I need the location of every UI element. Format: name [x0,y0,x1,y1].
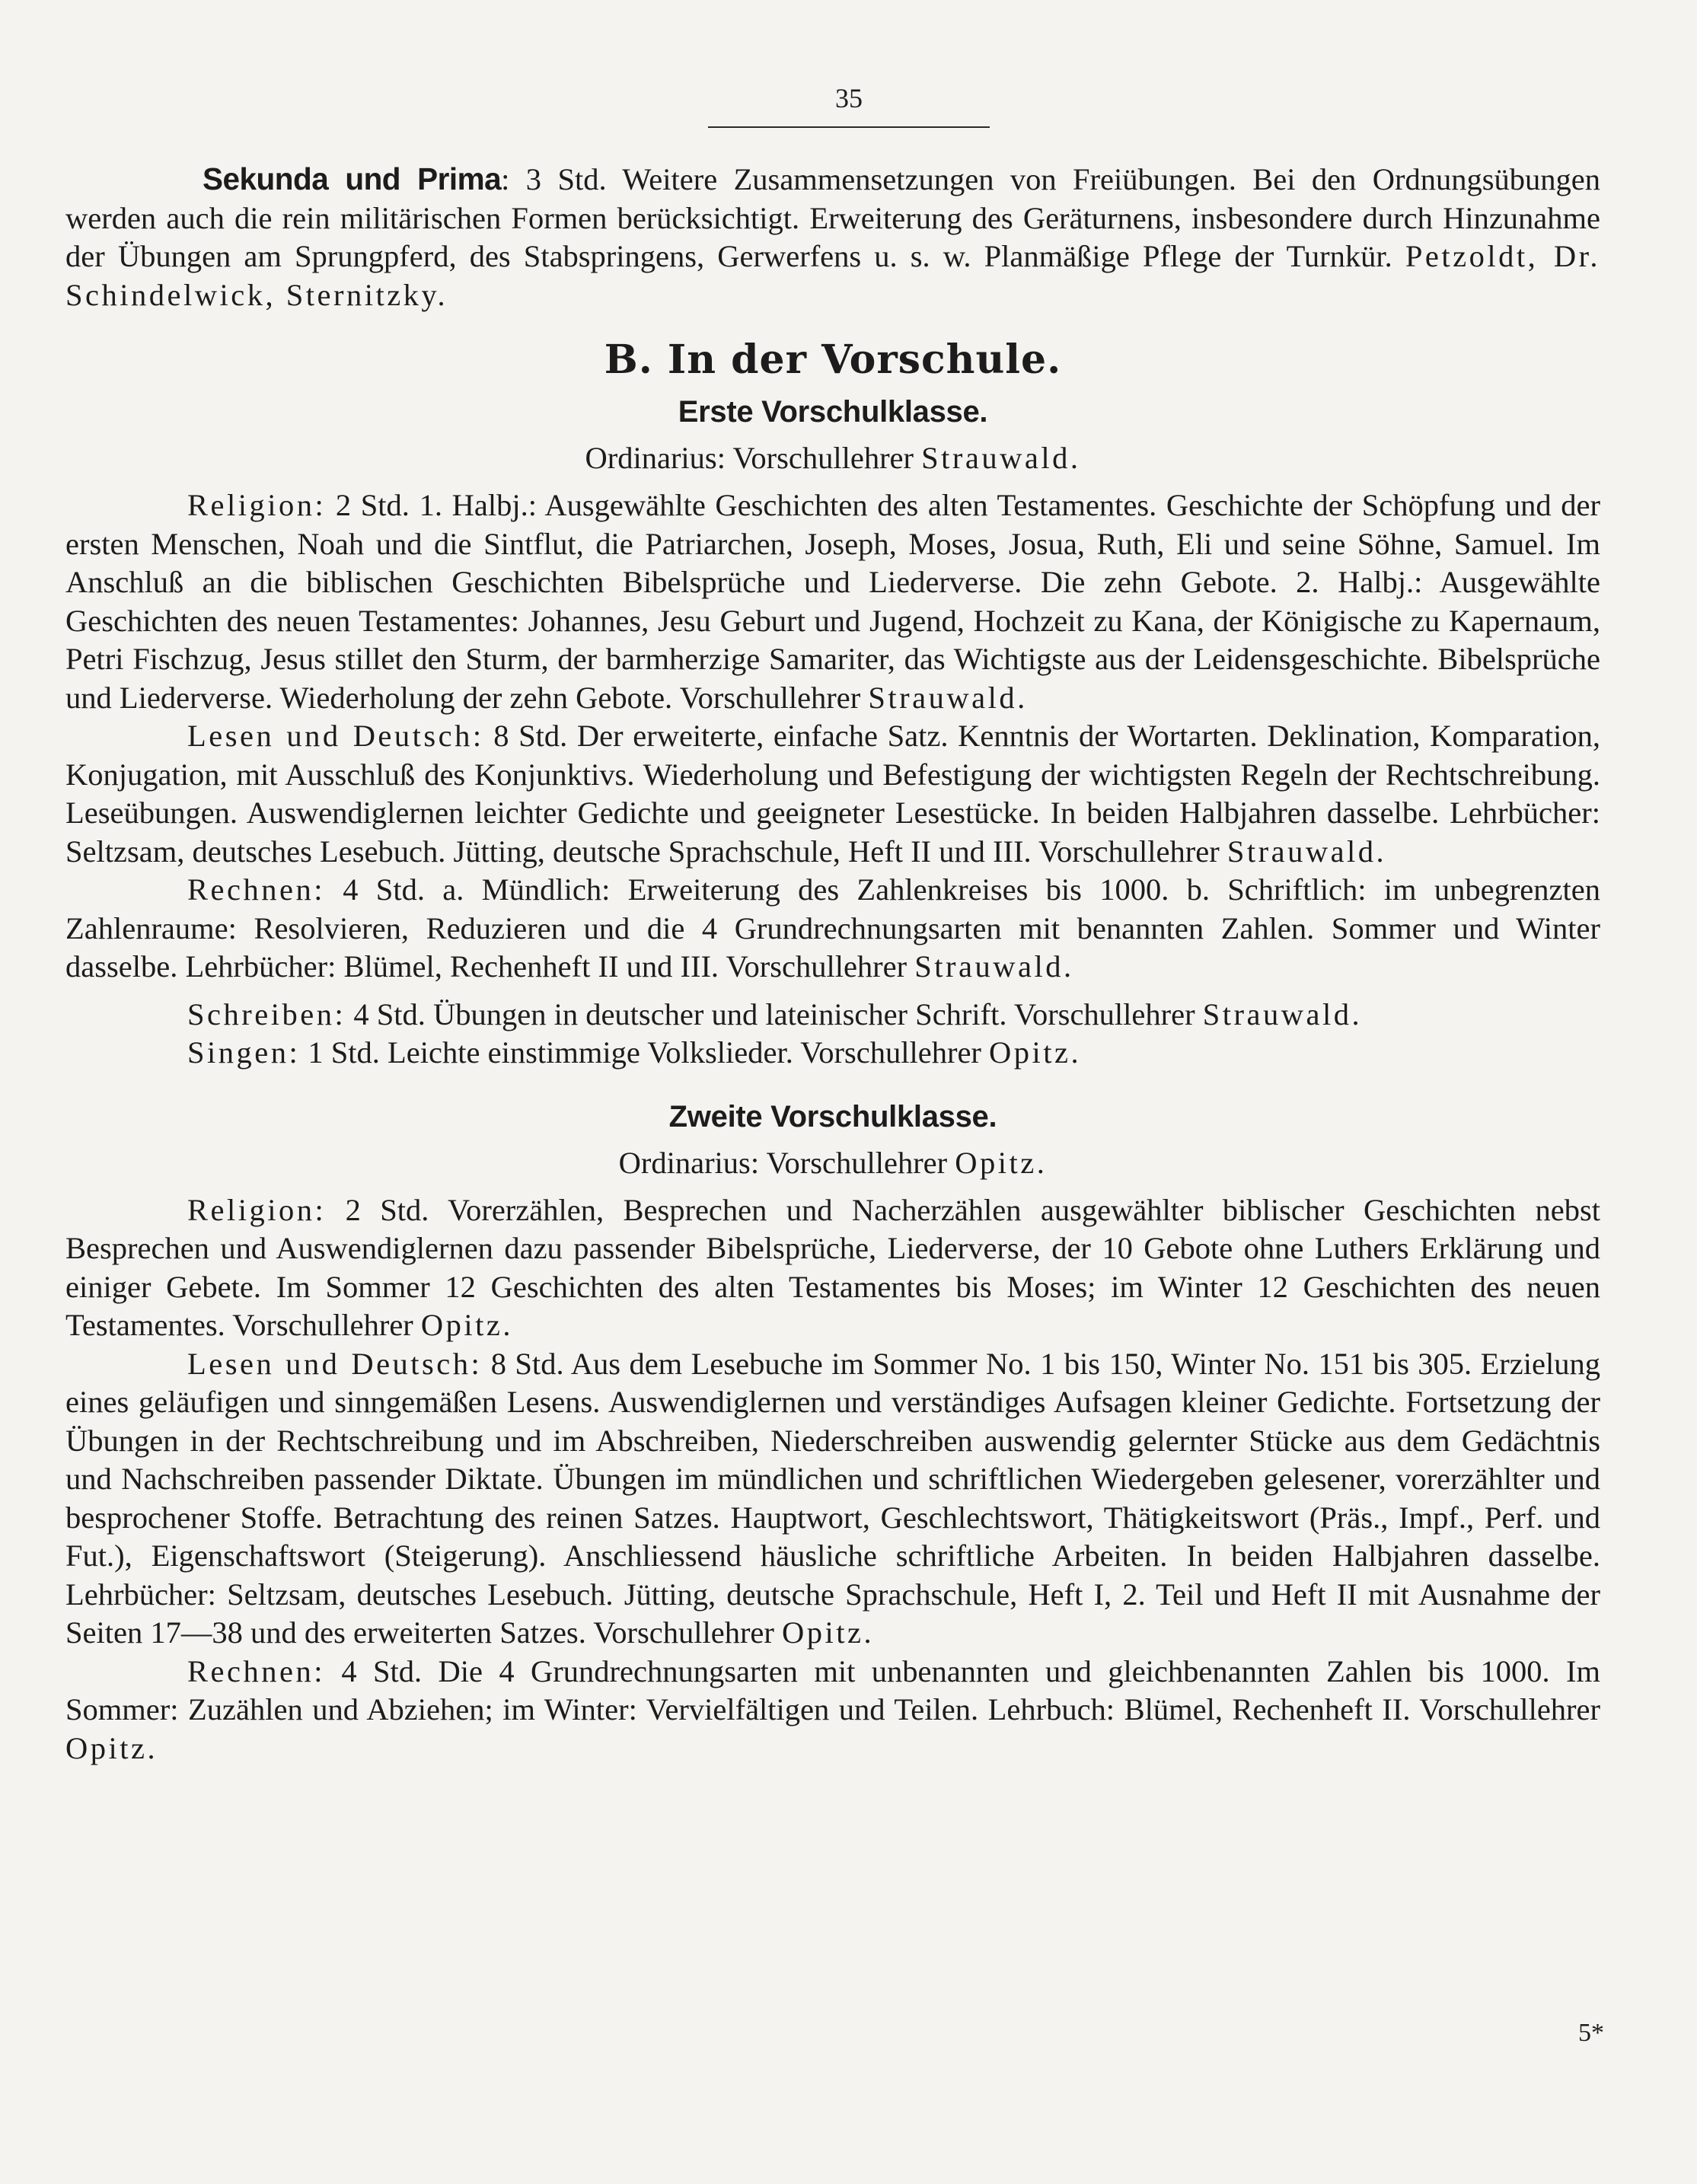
erste-schreiben-text: 4 Std. Übungen in deutscher und lateinischer Schrift. Vorschullehrer [346,996,1203,1031]
erste-lesen-teacher: Strauwald. [1226,834,1387,869]
erste-religion-label: Religion: [187,488,327,522]
zweite-religion-teacher: Opitz. [420,1308,514,1342]
erste-religion-text: 2 Std. 1. Halbj.: Ausgewählte Geschichten des alten Testamentes. Geschichte der Schöpfung und der ersten Menschen, Noah und die Sintflut, die Patriarchen, Joseph, Moses, Josua, Ruth, Eli und seine Söhne, Samuel. Im Anschluß an die biblischen Geschichten Bibelsprüche und Liederverse. Die zehn Gebote. 2. Halbj.: Ausgewählte Geschichten des neuen Testamentes: Johannes, Jesu Geburt und Jugend, Hochzeit zu Kana, der Königische zu Kapernaum, Petri Fischzug, Jesus stillet den Sturm, der barmherzige Samariter, das Wichtigste aus der Leidensgeschichte. Bibelsprüche und Liederverse. Wiederholung der zehn Gebote. Vorschullehrer [65,488,1600,715]
zweite-lesen-teacher: Opitz. [782,1615,875,1650]
erste-singen-label: Singen: [187,1035,301,1070]
zweite-ordinarius-name: Opitz. [955,1145,1048,1180]
zweite-rechnen-label: Rechnen: [187,1653,325,1688]
zweite-lesen-label: Lesen und Deutsch: [187,1346,483,1381]
sekunda-prima-paragraph [65,160,1600,314]
zweite-ordinarius [65,1141,1600,1185]
erste-singen-paragraph [65,1034,1600,1073]
erste-schreiben-label: Schreiben: [187,996,346,1031]
erste-lesen-text: 8 Std. Der erweiterte, einfache Satz. Kenntnis der Wortarten. Deklination, Komparation, Konjugation, mit Ausschluß des Konjunktivs. Wiederholung und Befestigung der wichtigsten Regeln der Rechtschreibung. Leseübungen. Auswendiglernen leichter Gedichte und geeigneter Lesestücke. In beiden Halbjahren dasselbe. Lehrbücher: Seltzsam, deutsches Lesebuch. Jütting, deutsche Sprachschule, Heft II und III. Vorschullehrer [65,719,1600,869]
sekunda-prima-teachers: Petzoldt, Dr. Schindelwick, Sternitzky. [65,239,1601,312]
erste-schreiben-paragraph [65,996,1600,1035]
sekunda-prima-text: : 3 Std. Weitere Zusammensetzungen von Freiübungen. Bei den Ordnungsübungen werden auch die rein militärischen Formen berücksichtigt. Erweiterung des Geräturnens, insbesondere durch Hinzunahme der Übungen am Sprungpferd, des Stabspringens, Gerwerfens u. s. w. Planmäßige Pflege der Turnkür. [65,162,1600,273]
erste-rechnen-teacher: Strauwald. [914,949,1074,984]
page-content [65,160,1600,1768]
zweite-lesen-text: 8 Std. Aus dem Lesebuche im Sommer No. 1 bis 150, Winter No. 151 bis 305. Erzielung eines geläufigen und sinngemäßen Lesens. Auswendiglernen und verständiges Aufsagen kleiner Gedichte. Fortsetzung der Übungen in der Rechtschreibung und im Abschreiben, Niederschreiben auswendig gelernter Stücke aus dem Gedächtnis und Nachschreiben passender Diktate. Übungen im mündlichen und schriftlichen Wiedergeben gelesener, vorerzählter und besprochener Stoffe. Betrachtung des reinen Satzes. Hauptwort, Geschlechtswort, Thätigkeitswort (Präs., Impf., Perf. und Fut.), Eigenschaftswort (Steigerung). Anschliessend häusliche schriftliche Arbeiten. In beiden Halbjahren dasselbe. Lehrbücher: Seltzsam, deutsches Lesebuch. Jütting, deutsche Sprachschule, Heft I, 2. Teil und Heft II mit Ausnahme der Seiten 17—38 und des erweiterten Satzes. Vorschullehrer [65,1346,1600,1650]
signature-mark: 5* [1578,2019,1604,2047]
zweite-religion-paragraph [65,1191,1600,1345]
sekunda-prima-label: Sekunda und Prima [203,161,502,196]
header-rule [708,126,990,128]
erste-rechnen-paragraph [65,871,1600,987]
erste-rechnen-label: Rechnen: [187,872,325,907]
zweite-rechnen-teacher: Opitz. [65,1730,158,1765]
zweite-religion-label: Religion: [187,1192,327,1227]
page-number: 35 [835,83,863,113]
erste-singen-teacher: Opitz. [989,1035,1082,1070]
erste-religion-teacher: Strauwald. [868,680,1028,715]
zweite-rechnen-text: 4 Std. Die 4 Grundrechnungsarten mit unbenannten und gleichbenannten Zahlen bis 1000. Im Sommer: Zuzählen und Abziehen; im Winter: Vervielfältigen und Teilen. Lehrbuch: Blümel, Rechenheft II. Vorschullehrer [65,1653,1600,1726]
erste-vorschulklasse-heading: Erste Vorschulklasse. [678,395,988,429]
erste-ordinarius-label: Ordinarius: Vorschullehrer [585,441,922,475]
erste-schreiben-teacher: Strauwald. [1202,996,1363,1031]
section-b-title: B. In der Vorschule. [604,336,1062,383]
erste-lesen-paragraph [65,717,1600,871]
zweite-ordinarius-label: Ordinarius: Vorschullehrer [618,1145,955,1180]
erste-lesen-label: Lesen und Deutsch: [187,719,484,753]
erste-singen-text: 1 Std. Leichte einstimmige Volkslieder. Vorschullehrer [300,1035,990,1070]
erste-ordinarius [65,436,1600,480]
zweite-religion-text: 2 Std. Vorerzählen, Besprechen und Nacherzählen ausgewählter biblischer Geschichten nebst Besprechen und Auswendiglernen dazu passender Bibelsprüche, Liederverse, der 10 Gebote ohne Luthers Erklärung und einiger Gebete. Im Sommer 12 Geschichten des alten Testamentes bis Moses; im Winter 12 Geschichten des neuen Testamentes. Vorschullehrer [65,1192,1600,1342]
zweite-lesen-paragraph [65,1345,1600,1653]
zweite-rechnen-paragraph [65,1653,1600,1768]
erste-religion-paragraph [65,486,1600,717]
erste-ordinarius-name: Strauwald. [921,441,1081,475]
erste-rechnen-text: 4 Std. a. Mündlich: Erweiterung des Zahlenkreises bis 1000. b. Schriftlich: im unbegrenzten Zahlenraume: Resolvieren, Reduzieren und die 4 Grundrechnungsarten mit benannten Zahlen. Sommer und Winter dasselbe. Lehrbücher: Blümel, Rechenheft II und III. Vorschullehrer [65,872,1600,984]
zweite-vorschulklasse-heading: Zweite Vorschulklasse. [668,1099,997,1133]
